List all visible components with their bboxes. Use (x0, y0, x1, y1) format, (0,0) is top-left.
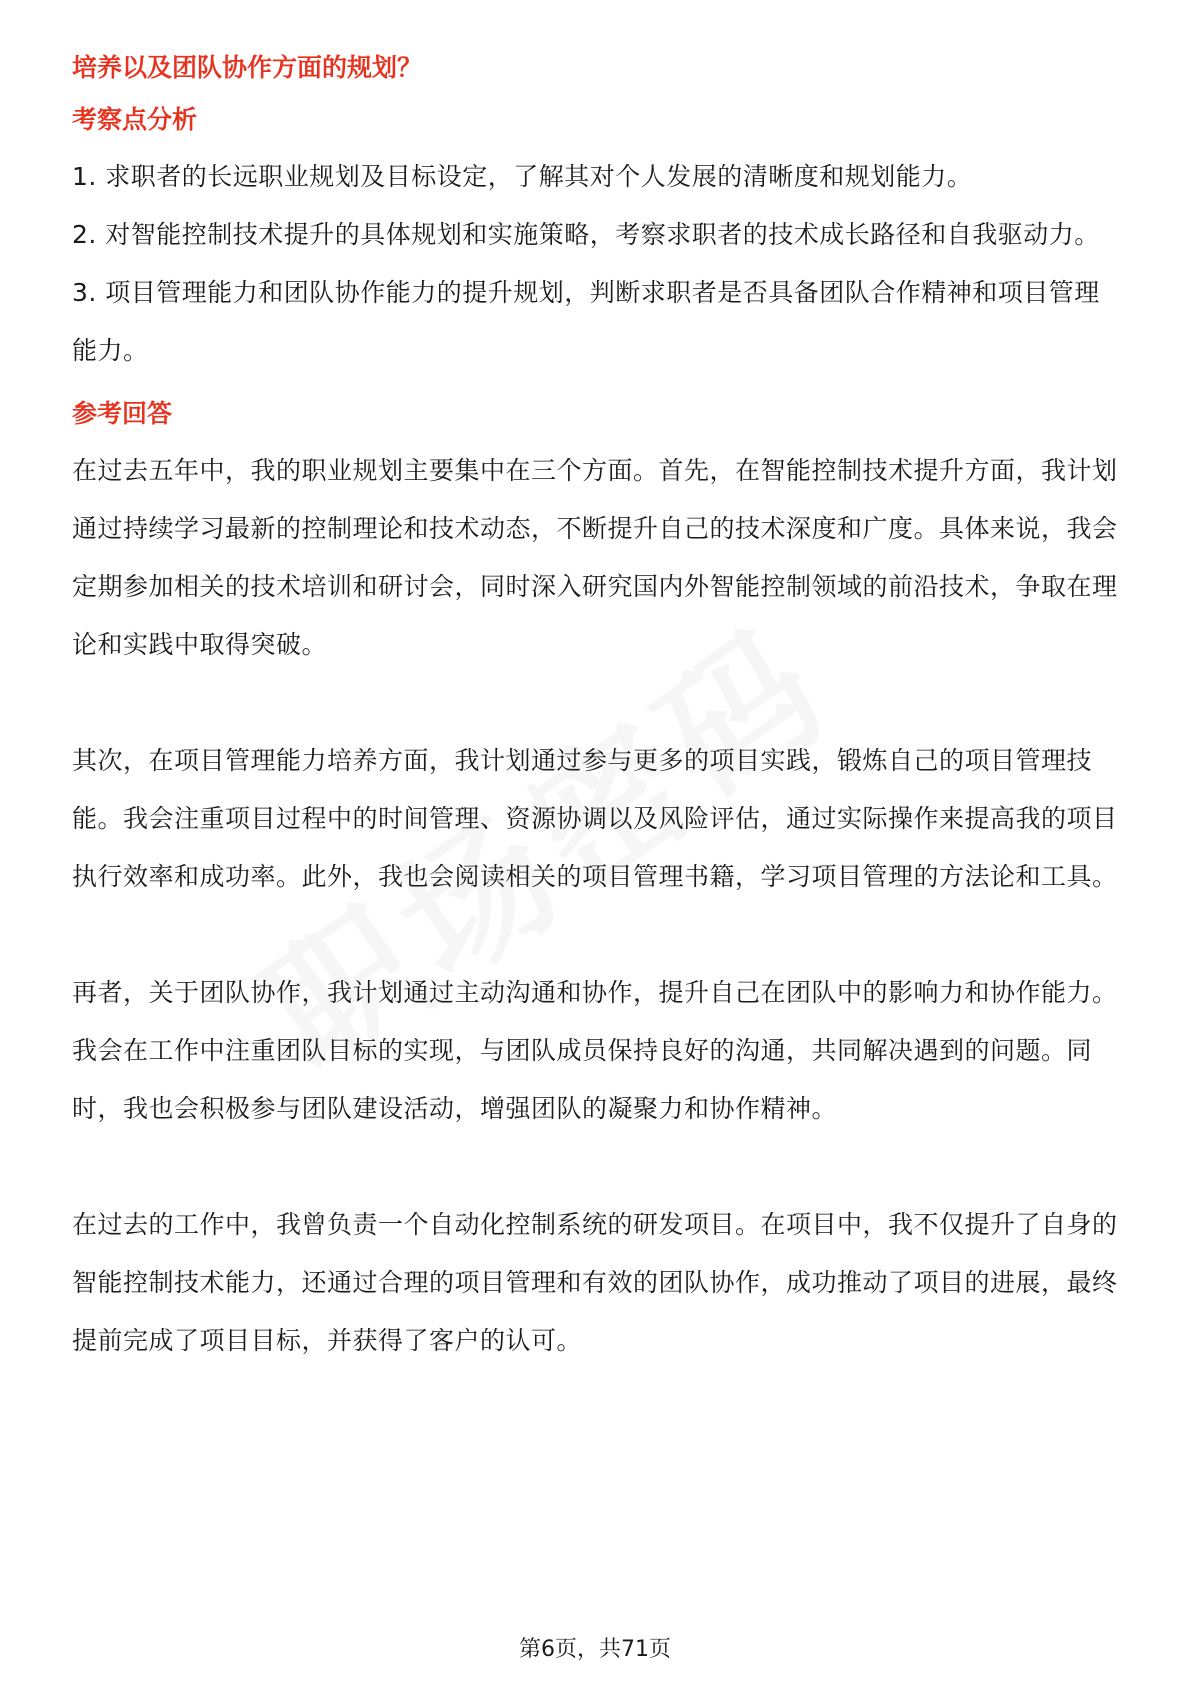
answer-paragraph-1: 在过去五年中，我的职业规划主要集中在三个方面。首先，在智能控制技术提升方面，我计划通过持续学习最新的控制理论和技术动态，不断提升自己的技术深度和广度。具体来说，我会定期参加相关的技术培训和研讨会，同时深入研究国内外智能控制领域的前沿技术，争取在理论和实践中取得突破。 (72, 456, 1118, 659)
analysis-item-3: 3. 项目管理能力和团队协作能力的提升规划，判断求职者是否具备团队合作精神和项目管理能力。 (72, 278, 1100, 365)
document-page (72, 48, 1122, 1370)
analysis-item-2: 2. 对智能控制技术提升的具体规划和实施策略，考察求职者的技术成长路径和自我驱动力。 (72, 220, 1100, 249)
answer-paragraph-4: 在过去的工作中，我曾负责一个自动化控制系统的研发项目。在项目中，我不仅提升了自身的智能控制技术能力，还通过合理的项目管理和有效的团队协作，成功推动了项目的进展，最终提前完成了项目目标，并获得了客户的认可。 (72, 1210, 1118, 1355)
page-number: 第6页，共71页 (519, 1637, 671, 1662)
analysis-item-1: 1. 求职者的长远职业规划及目标设定，了解其对个人发展的清晰度和规划能力。 (72, 162, 973, 191)
paragraph-gap (72, 906, 1122, 964)
paragraph-gap (72, 1138, 1122, 1196)
question-title: 培养以及团队协作方面的规划？ (72, 53, 423, 82)
answer-paragraph-2: 其次，在项目管理能力培养方面，我计划通过参与更多的项目实践，锻炼自己的项目管理技能。我会注重项目过程中的时间管理、资源协调以及风险评估，通过实际操作来提高我的项目执行效率和成功率。此外，我也会阅读相关的项目管理书籍，学习项目管理的方法论和工具。 (72, 746, 1118, 891)
answer-heading: 参考回答 (72, 399, 173, 428)
analysis-heading: 考察点分析 (72, 105, 198, 134)
answer-paragraph-3: 再者，关于团队协作，我计划通过主动沟通和协作，提升自己在团队中的影响力和协作能力。我会在工作中注重团队目标的实现，与团队成员保持良好的沟通，共同解决遇到的问题。同时，我也会积极参与团队建设活动，增强团队的凝聚力和协作精神。 (72, 978, 1118, 1123)
paragraph-gap (72, 674, 1122, 732)
